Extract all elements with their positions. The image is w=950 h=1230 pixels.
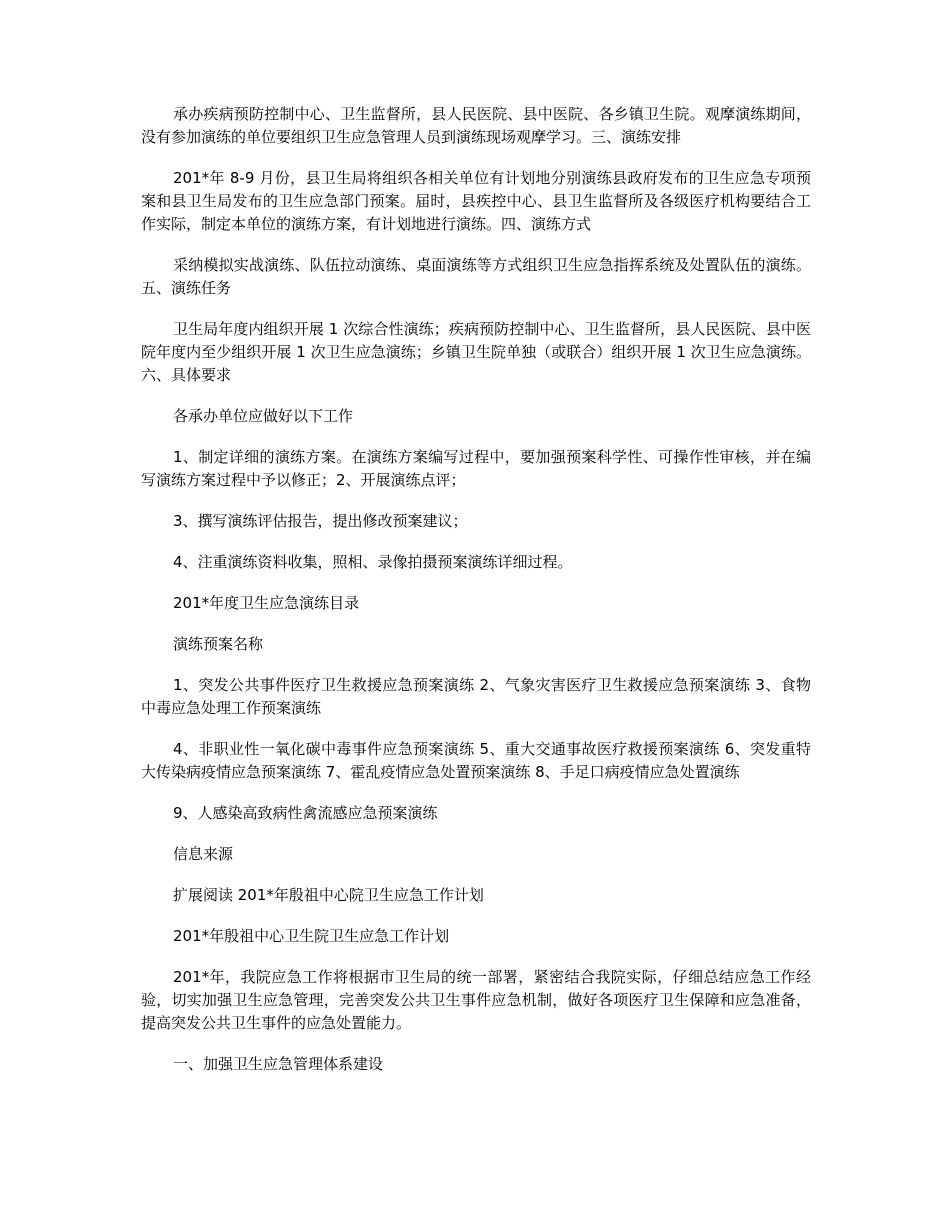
paragraph: 演练预案名称 [173, 635, 264, 653]
paragraph: 信息来源 [173, 845, 234, 863]
paragraph: 扩展阅读 201*年殷祖中心院卫生应急工作计划 [173, 886, 484, 904]
paragraph: 4、注重演练资料收集，照相、录像拍摄预案演练详细过程。 [173, 553, 573, 571]
list-item: 4、非职业性一氧化碳中毒事件应急预案演练 5、重大交通事故医疗救援预案演练 6、突发重特大传染病疫情应急预案演练 7、霍乱疫情应急处置预案演练 8、手足口病疫情应急处置演练 [141, 740, 811, 781]
paragraph: 承办疾病预防控制中心、卫生监督所，县人民医院、县中医院、各乡镇卫生院。观摩演练期间，没有参加演练的单位要组织卫生应急管理人员到演练现场观摩学习。三、演练安排 [141, 105, 811, 146]
paragraph: 采纳模拟实战演练、队伍拉动演练、桌面演练等方式组织卫生应急指挥系统及处置队伍的演练。五、演练任务 [141, 256, 811, 297]
document-body [141, 103, 811, 1094]
paragraph: 各承办单位应做好以下工作 [173, 407, 354, 425]
paragraph: 3、撰写演练评估报告，提出修改预案建议； [173, 512, 468, 530]
section-heading: 一、加强卫生应急管理体系建设 [173, 1055, 384, 1073]
section-heading: 201*年度卫生应急演练目录 [173, 594, 360, 612]
paragraph: 卫生局年度内组织开展 1 次综合性演练；疾病预防控制中心、卫生监督所，县人民医院、县中医院年度内至少组织开展 1 次卫生应急演练；乡镇卫生院单独（或联合）组织开展 1 次卫生应急演练。六、具体要求 [141, 320, 811, 384]
paragraph: 201*年 8-9 月份，县卫生局将组织各相关单位有计划地分别演练县政府发布的卫生应急专项预案和县卫生局发布的卫生应急部门预案。届时，县疾控中心、县卫生监督所及各级医疗机构要结合工作实际，制定本单位的演练方案，有计划地进行演练。四、演练方式 [141, 169, 811, 233]
paragraph: 201*年，我院应急工作将根据市卫生局的统一部署，紧密结合我院实际，仔细总结应急工作经验，切实加强卫生应急管理，完善突发公共卫生事件应急机制，做好各项医疗卫生保障和应急准备，提高突发公共卫生事件的应急处置能力。 [141, 968, 811, 1032]
paragraph: 1、制定详细的演练方案。在演练方案编写过程中，要加强预案科学性、可操作性审核，并在编写演练方案过程中予以修正；2、开展演练点评； [141, 448, 811, 489]
section-heading: 201*年殷祖中心卫生院卫生应急工作计划 [173, 927, 450, 945]
list-item: 9、人感染高致病性禽流感应急预案演练 [173, 804, 438, 822]
list-item: 1、突发公共事件医疗卫生救援应急预案演练 2、气象灾害医疗卫生救援应急预案演练 3、食物中毒应急处理工作预案演练 [141, 676, 811, 717]
